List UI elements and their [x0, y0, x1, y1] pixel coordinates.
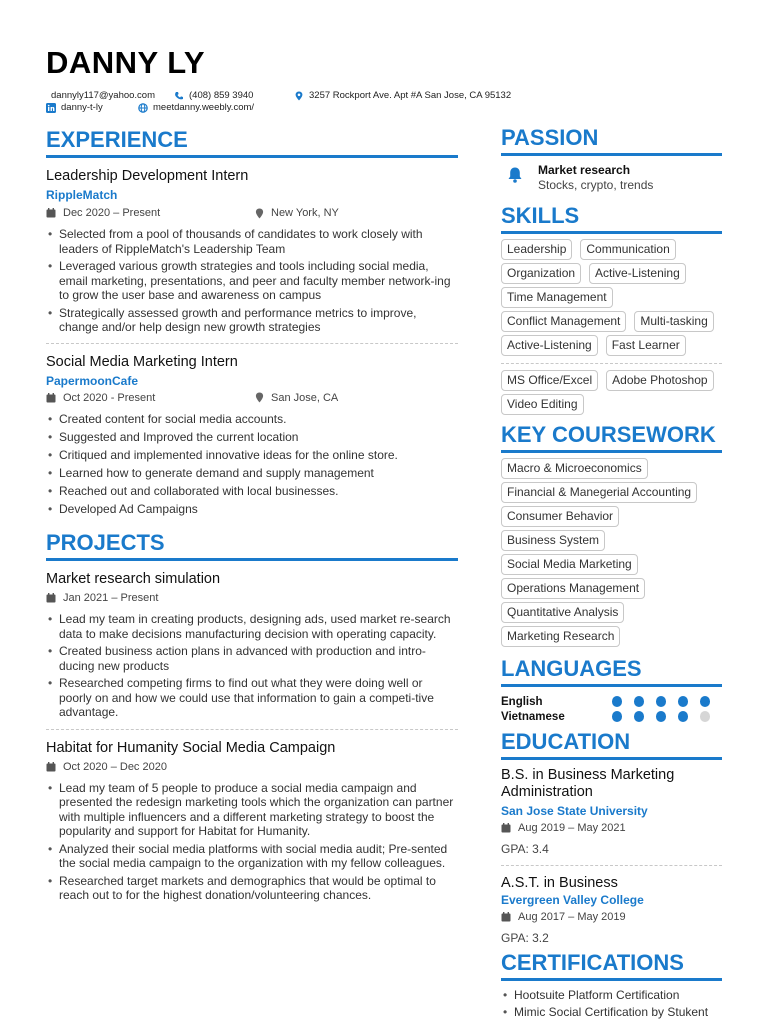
project-entry — [46, 570, 458, 720]
education-entry — [501, 767, 722, 857]
experience-entry — [46, 353, 458, 517]
certification-item: • Mimic Social Certification by Stukent — [501, 1004, 722, 1021]
skills-divider — [501, 363, 722, 364]
proficiency-dot — [700, 711, 711, 722]
language-list — [501, 694, 722, 724]
job-date: Dec 2020 – Present — [63, 207, 161, 219]
linkedin-text: danny-t-ly — [61, 102, 103, 113]
proficiency-dot — [656, 711, 667, 722]
language-name: Vietnamese — [501, 710, 565, 723]
proficiency-dot — [612, 696, 623, 707]
location-pin-icon — [294, 91, 304, 101]
languages-heading: LANGUAGES — [501, 655, 722, 687]
education-meta — [501, 820, 722, 836]
course-tag: Consumer Behavior — [501, 506, 619, 527]
course-tag: Macro & Microeconomics — [501, 458, 648, 479]
skill-tag: Leadership — [501, 239, 572, 260]
passion-title: Market research — [538, 163, 631, 177]
project-meta — [46, 759, 458, 775]
coursework-heading: KEY COURSEWORK — [501, 421, 722, 453]
globe-icon — [138, 103, 148, 113]
proficiency-dot — [678, 696, 689, 707]
company-name: PapermoonCafe — [46, 373, 139, 388]
entry-divider — [501, 865, 722, 866]
skill-tag: Communication — [580, 239, 675, 260]
language-name: English — [501, 695, 543, 708]
certification-list — [501, 987, 722, 1021]
course-tag: Quantitative Analysis — [501, 602, 624, 623]
address-text: 3257 Rockport Ave. Apt #A San Jose, CA 95132 — [309, 90, 512, 101]
experience-entry — [46, 167, 458, 335]
contact-email[interactable] — [46, 90, 154, 101]
bullet-item: • Created business action plans in advanced with production and intro-ducing new products — [46, 644, 458, 673]
bullet-item: • Strategically assessed growth and performance metrics to improve, change and/or help design new growth strategies — [46, 306, 458, 335]
degree-title: A.S.T. in Business — [501, 875, 618, 891]
job-bullets — [46, 412, 458, 517]
bullet-item: • Lead my team in creating products, designing ads, used market re-search data to make decisions manufacturing decision with operating capacity. — [46, 612, 458, 641]
job-meta — [46, 390, 458, 406]
skill-tag: Fast Learner — [606, 335, 686, 356]
coursework-tags — [501, 458, 722, 650]
contact-linkedin[interactable] — [46, 102, 119, 113]
tool-tag: MS Office/Excel — [501, 370, 598, 391]
course-tag: Marketing Research — [501, 626, 620, 647]
job-title: Social Media Marketing Intern — [46, 353, 238, 370]
right-column — [501, 124, 722, 1021]
job-date: Oct 2020 - Present — [63, 391, 156, 404]
school-name: Evergreen Valley College — [501, 893, 644, 907]
job-meta — [46, 205, 458, 221]
company-name: RippleMatch — [46, 188, 118, 202]
language-row — [501, 709, 722, 724]
bullet-item: • Lead my team of 5 people to produce a social media campaign and presented the redesign marketing tools which the organization can partner with multiple influencers and a different marketing strategy to boost the popularity and support for Habitat for Humanity. — [46, 781, 458, 839]
degree-title: B.S. in Business Marketing Administration — [501, 767, 675, 800]
education-heading: EDUCATION — [501, 728, 722, 760]
contact-phone[interactable] — [174, 90, 274, 101]
skill-tag: Organization — [501, 263, 581, 284]
language-row — [501, 694, 722, 709]
skill-tag: Multi-tasking — [634, 311, 713, 332]
skill-tag: Time Management — [501, 287, 613, 308]
calendar-icon — [501, 823, 511, 833]
tool-tags — [501, 370, 722, 418]
entry-divider — [46, 729, 458, 730]
phone-icon — [174, 91, 184, 101]
proficiency-dot — [678, 711, 689, 722]
job-bullets — [46, 227, 458, 335]
proficiency-dot — [656, 696, 667, 707]
bullet-item: • Developed Ad Campaigns — [46, 502, 458, 517]
bullet-item: • Suggested and Improved the current location — [46, 430, 458, 445]
bullet-item: • Learned how to generate demand and supply management — [46, 466, 458, 481]
contact-address — [294, 90, 511, 101]
contact-website[interactable] — [138, 102, 254, 113]
location-pin-icon — [255, 208, 264, 219]
bullet-item: • Leveraged various growth strategies and tools including social media, email marketing, presentations, and peer and faculty member network-ing to grow the user base and awareness on campus — [46, 259, 458, 303]
project-date: Oct 2020 – Dec 2020 — [63, 760, 167, 773]
bullet-item: • Reached out and collaborated with local businesses. — [46, 484, 458, 499]
phone-text: (408) 859 3940 — [189, 90, 254, 101]
experience-heading: EXPERIENCE — [46, 126, 458, 158]
bullet-item: • Analyzed their social media platforms with social media audit; Pre-sented the social media campaign to the organization with my fellow colleagues. — [46, 842, 458, 871]
location-pin-icon — [255, 392, 264, 403]
email-text: dannyly117@yahoo.com — [51, 90, 156, 101]
calendar-icon — [46, 208, 56, 218]
linkedin-icon — [46, 103, 56, 113]
school-name: San Jose State University — [501, 804, 648, 818]
course-tag: Social Media Marketing — [501, 554, 638, 575]
job-location: San Jose, CA — [271, 391, 339, 404]
tool-tag: Video Editing — [501, 394, 584, 415]
skills-heading: SKILLS — [501, 202, 722, 234]
calendar-icon — [501, 912, 511, 922]
proficiency-dot — [634, 696, 645, 707]
project-title: Habitat for Humanity Social Media Campaign — [46, 739, 336, 756]
skill-tag: Active-Listening — [501, 335, 598, 356]
project-bullets — [46, 612, 458, 720]
project-meta — [46, 590, 458, 606]
skills-tags — [501, 239, 722, 359]
resume-name: DANNY LY — [46, 45, 206, 80]
education-entry — [501, 875, 722, 946]
contact-row-1 — [46, 90, 511, 101]
passion-heading: PASSION — [501, 124, 722, 156]
left-column — [46, 126, 458, 903]
bell-icon — [506, 166, 524, 184]
contact-row-2 — [46, 102, 254, 113]
bullet-item: • Selected from a pool of thousands of candidates to work closely with leaders of RippleMatch's Leadership Team — [46, 227, 458, 256]
proficiency-dot — [700, 696, 711, 707]
calendar-icon — [46, 593, 56, 603]
skill-tag: Active-Listening — [589, 263, 686, 284]
proficiency-dot — [612, 711, 623, 722]
bullet-item: • Critiqued and implemented innovative ideas for the online store. — [46, 448, 458, 463]
certification-item: • Hootsuite Platform Certification — [501, 987, 722, 1004]
project-title: Market research simulation — [46, 571, 221, 587]
projects-heading: PROJECTS — [46, 529, 458, 561]
bullet-item: • Researched target markets and demographics that would be optimal to reach out to for the highest donation/volunteering chances. — [46, 874, 458, 903]
website-text: meetdanny.weebly.com/ — [153, 102, 255, 113]
course-tag: Operations Management — [501, 578, 645, 599]
gpa-text: GPA: 3.4 — [501, 842, 549, 856]
course-tag: Financial & Manegerial Accounting — [501, 482, 697, 503]
gpa-text: GPA: 3.2 — [501, 931, 549, 945]
passion-item — [501, 163, 722, 193]
bullet-item: • Created content for social media accounts. — [46, 412, 458, 427]
certifications-heading: CERTIFICATIONS — [501, 949, 722, 981]
course-tag: Business System — [501, 530, 605, 551]
skill-tag: Conflict Management — [501, 311, 626, 332]
bullet-item: • Researched competing firms to find out what they were doing well or poorly on and how we could use that information to gain a competi-tive advantage. — [46, 676, 458, 720]
education-date: Aug 2017 – May 2019 — [518, 911, 626, 923]
job-title: Leadership Development Intern — [46, 168, 249, 184]
project-entry — [46, 739, 458, 903]
education-date: Aug 2019 – May 2021 — [518, 822, 626, 834]
proficiency-dot — [634, 711, 645, 722]
entry-divider — [46, 343, 458, 344]
calendar-icon — [46, 393, 56, 403]
project-bullets — [46, 781, 458, 903]
education-meta — [501, 909, 722, 925]
project-date: Jan 2021 – Present — [63, 592, 159, 604]
job-location: New York, NY — [271, 207, 339, 219]
tool-tag: Adobe Photoshop — [606, 370, 713, 391]
calendar-icon — [46, 762, 56, 772]
passion-subtitle: Stocks, crypto, trends — [538, 178, 654, 192]
